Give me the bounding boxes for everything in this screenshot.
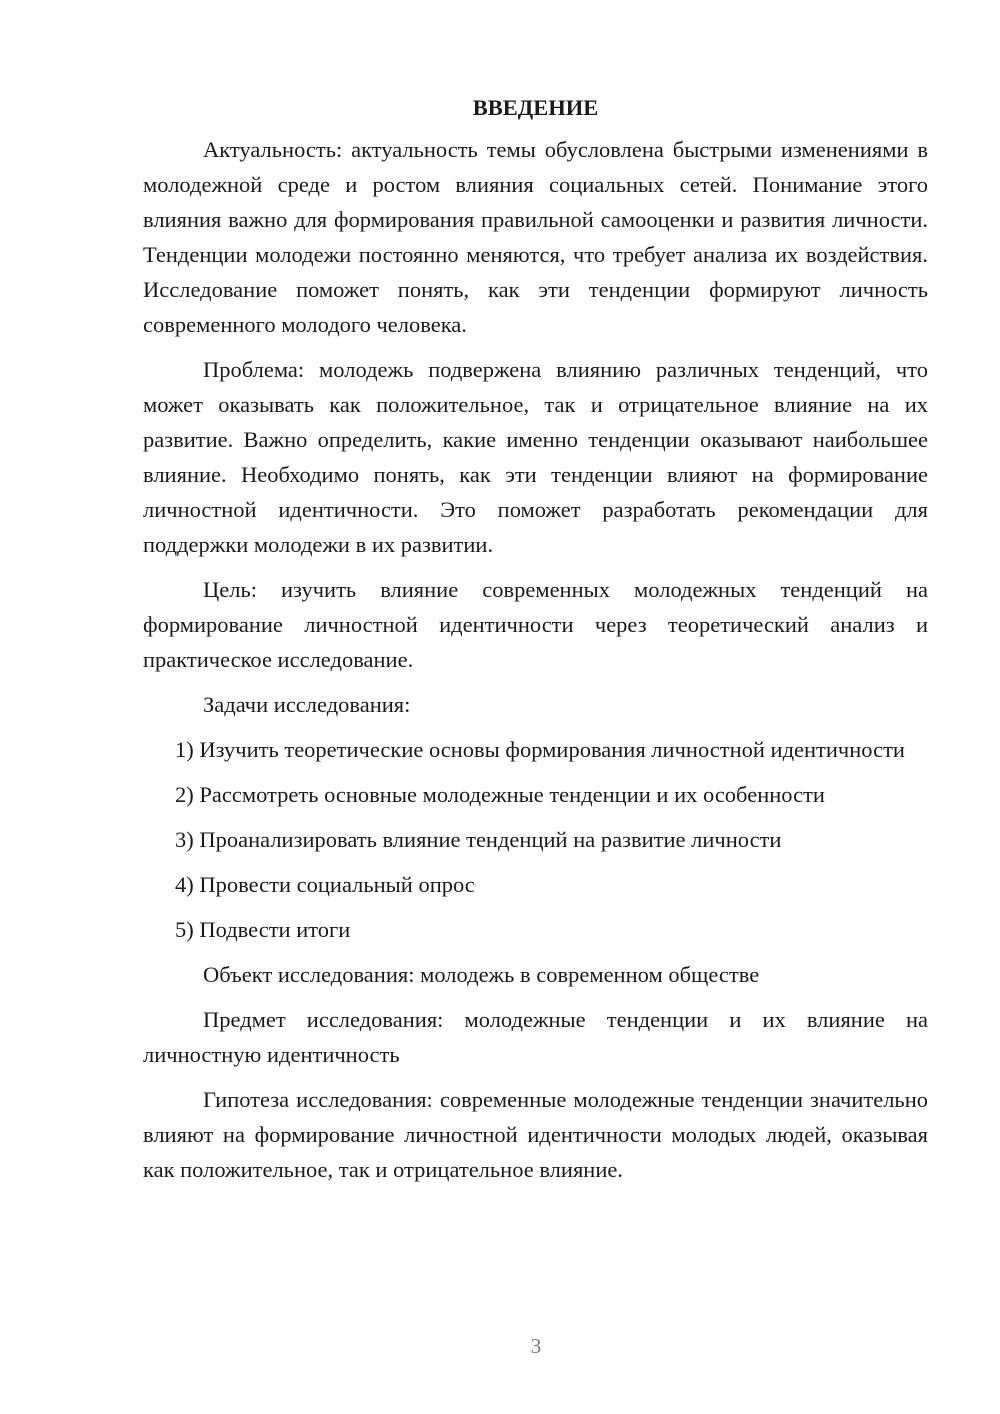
task-item-2: 2) Рассмотреть основные молодежные тенденции и их особенности xyxy=(175,782,825,807)
task-item-4: 4) Провести социальный опрос xyxy=(175,872,475,897)
task-item-1: 1) Изучить теоретические основы формирования личностной идентичности xyxy=(175,737,905,762)
paragraph-problem: Проблема: молодежь подвержена влиянию различных тенденций, что может оказывать как положительное, так и отрицательное влияние на их развитие. Важно определить, какие именно тенденции оказывают наибольшее влияние. Необходимо понять, как эти тенденции влияют на формирование личностной идентичности. Это поможет разработать рекомендации для поддержки молодежи в их развитии. xyxy=(143,357,928,557)
paragraph-hypothesis: Гипотеза исследования: современные молодежные тенденции значительно влияют на формирование личностной идентичности молодых людей, оказывая как положительное, так и отрицательное влияние. xyxy=(143,1087,928,1182)
task-item-3: 3) Проанализировать влияние тенденций на развитие личности xyxy=(175,827,782,852)
paragraph-relevance: Актуальность: актуальность темы обусловлена быстрыми изменениями в молодежной среде и ростом влияния социальных сетей. Понимание этого влияния важно для формирования правильной самооценки и развития личности. Тенденции молодежи постоянно меняются, что требует анализа их воздействия. Исследование поможет понять, как эти тенденции формируют личность современного молодого человека. xyxy=(143,137,928,337)
tasks-heading: Задачи исследования: xyxy=(203,692,411,717)
paragraph-goal: Цель: изучить влияние современных молодежных тенденций на формирование личностной идентичности через теоретический анализ и практическое исследование. xyxy=(143,577,928,672)
page-content xyxy=(143,90,928,1197)
paragraph-subject: Предмет исследования: молодежные тенденции и их влияние на личностную идентичность xyxy=(143,1007,928,1067)
page-number: 3 xyxy=(530,1334,542,1358)
task-item-5: 5) Подвести итоги xyxy=(175,917,351,942)
paragraph-object: Объект исследования: молодежь в современном обществе xyxy=(203,962,760,987)
page-title: ВВЕДЕНИЕ xyxy=(472,95,599,120)
